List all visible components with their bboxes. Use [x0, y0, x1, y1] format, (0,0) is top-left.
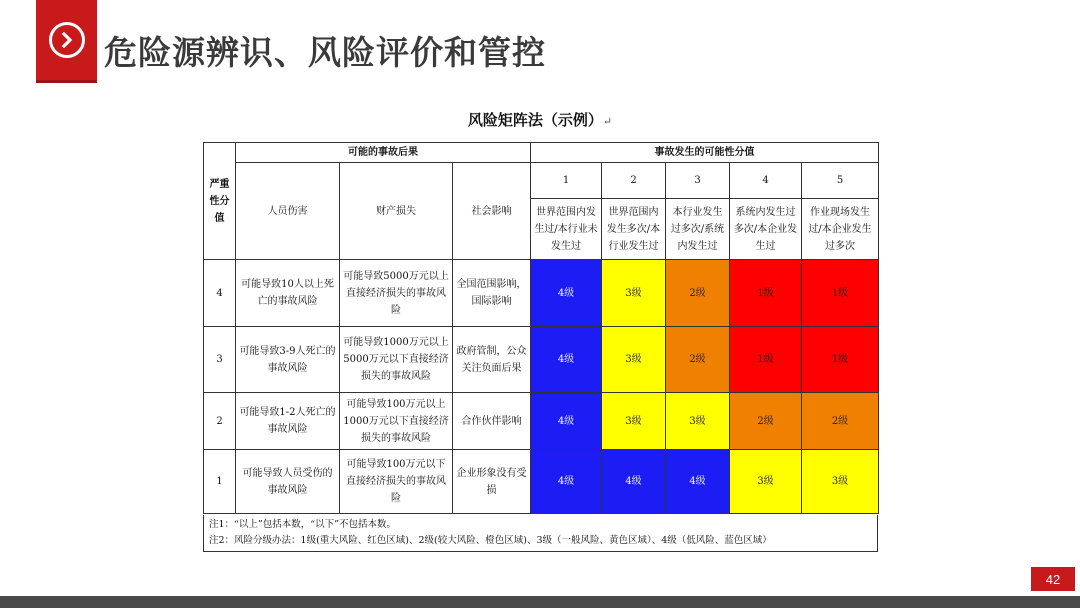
risk-level-cell: 3级 [666, 393, 730, 450]
matrix-title [0, 109, 1080, 130]
risk-level-cell: 1级 [802, 260, 879, 327]
likelihood-score: 2 [602, 163, 666, 199]
risk-level-cell: 4级 [531, 450, 602, 514]
likelihood-header: 事故发生的可能性分值 [531, 143, 879, 163]
severity-row [204, 260, 879, 327]
note-line: 注1：“以上”包括本数，“以下”不包括本数。 [209, 519, 396, 530]
risk-level-cell: 3级 [730, 450, 802, 514]
likelihood-description: 世界范围内发生多次/本行业发生过 [602, 199, 666, 260]
likelihood-score: 5 [802, 163, 879, 199]
likelihood-description: 作业现场发生过/本企业发生过多次 [802, 199, 879, 260]
footer-bar [0, 596, 1080, 608]
severity-row [204, 450, 879, 514]
header-row-1 [204, 143, 879, 163]
likelihood-description: 本行业发生过多次/系统内发生过 [666, 199, 730, 260]
risk-level-cell: 3级 [802, 450, 879, 514]
risk-level-cell: 3级 [602, 327, 666, 393]
likelihood-score: 4 [730, 163, 802, 199]
consequence-personnel: 可能导致1-2人死亡的事故风险 [236, 393, 340, 450]
risk-level-cell: 1级 [730, 260, 802, 327]
risk-level-cell: 3级 [602, 393, 666, 450]
consequence-property: 可能导致100万元以上1000万元以下直接经济损失的事故风险 [340, 393, 453, 450]
slide-title: 危险源辨识、风险评价和管控 [104, 33, 546, 72]
risk-level-cell: 2级 [666, 260, 730, 327]
risk-level-cell: 2级 [666, 327, 730, 393]
consequence-column-property: 财产损失 [340, 163, 453, 260]
risk-level-cell: 4级 [602, 450, 666, 514]
consequence-property: 可能导致100万元以下直接经济损失的事故风险 [340, 450, 453, 514]
risk-level-cell: 1级 [730, 327, 802, 393]
consequence-property: 可能导致5000万元以上直接经济损失的事故风险 [340, 260, 453, 327]
title-badge [36, 0, 97, 83]
consequence-social: 企业形象没有受损 [453, 450, 531, 514]
matrix-title-text: 风险矩阵法（示例） [467, 111, 603, 129]
risk-level-cell: 2级 [730, 393, 802, 450]
consequence-column-social: 社会影响 [453, 163, 531, 260]
severity-score: 3 [204, 327, 236, 393]
risk-level-cell: 4级 [531, 393, 602, 450]
paragraph-mark: ↵ [602, 115, 613, 128]
consequence-social: 全国范围影响，国际影响 [453, 260, 531, 327]
severity-row [204, 327, 879, 393]
likelihood-description: 世界范围内发生过/本行业未发生过 [531, 199, 602, 260]
consequence-social: 政府管制，公众关注负面后果 [453, 327, 531, 393]
consequence-column-personnel: 人员伤害 [236, 163, 340, 260]
severity-score: 2 [204, 393, 236, 450]
risk-level-cell: 4级 [666, 450, 730, 514]
likelihood-score: 3 [666, 163, 730, 199]
note-line: 注2：风险分级办法：1级(重大风险、红色区域)、2级(较大风险、橙色区域)、3级（一般风险、黄色区域）、4级（低风险、蓝色区域） [209, 535, 772, 546]
matrix-notes [203, 515, 878, 552]
header-row-2 [204, 163, 879, 199]
consequence-personnel: 可能导致10人以上死亡的事故风险 [236, 260, 340, 327]
risk-level-cell: 1级 [802, 327, 879, 393]
risk-level-cell: 4级 [531, 260, 602, 327]
risk-level-cell: 4级 [531, 327, 602, 393]
severity-header: 严重性分值 [204, 143, 236, 260]
consequence-social: 合作伙伴影响 [453, 393, 531, 450]
risk-matrix-table [203, 142, 879, 514]
severity-row [204, 393, 879, 450]
consequence-personnel: 可能导致人员受伤的事故风险 [236, 450, 340, 514]
consequence-property: 可能导致1000万元以上5000万元以下直接经济损失的事故风险 [340, 327, 453, 393]
severity-score: 4 [204, 260, 236, 327]
consequence-personnel: 可能导致3-9人死亡的事故风险 [236, 327, 340, 393]
likelihood-score: 1 [531, 163, 602, 199]
chevron-right-icon [49, 22, 85, 58]
risk-level-cell: 2级 [802, 393, 879, 450]
severity-score: 1 [204, 450, 236, 514]
page-number: 42 [1031, 567, 1075, 591]
likelihood-description: 系统内发生过多次/本企业发生过 [730, 199, 802, 260]
risk-level-cell: 3级 [602, 260, 666, 327]
consequence-header: 可能的事故后果 [236, 143, 531, 163]
